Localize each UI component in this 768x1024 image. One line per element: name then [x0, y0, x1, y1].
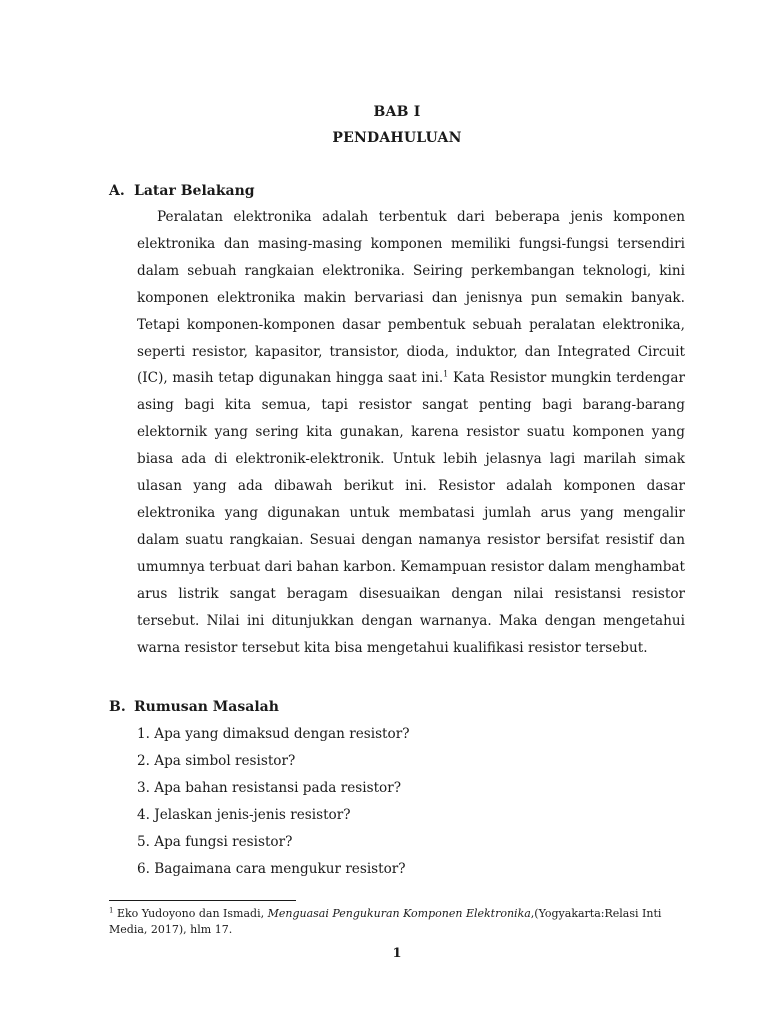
section-a-title: Latar Belakang	[134, 183, 255, 199]
section-b-letter: B.	[109, 699, 126, 715]
chapter-label: BAB I	[373, 104, 421, 120]
problem-list	[137, 721, 410, 883]
background-paragraph	[137, 204, 685, 661]
footnote-divider	[109, 900, 296, 901]
list-item: 2. Apa simbol resistor?	[137, 753, 296, 769]
footnote-author: Eko Yudoyono dan Ismadi,	[113, 907, 268, 920]
section-a-heading	[109, 183, 255, 199]
list-item: 5. Apa fungsi resistor?	[137, 834, 293, 850]
footnote-reference[interactable]: 1	[443, 369, 449, 379]
list-item: 1. Apa yang dimaksud dengan resistor?	[137, 726, 410, 742]
background-paragraph-part2: Kata Resistor mungkin terdengar asing bagi kita semua, tapi resistor sangat penting bagi barang-barang elektornik yang sering kita gunakan, karena resistor suatu komponen yang biasa ada di elektronik-elektronik. Untuk lebih jelasnya lagi marilah simak ulasan yang ada dibawah berikut ini. Resistor adalah komponen dasar elektronika yang digunakan untuk membatasi jumlah arus yang mengalir dalam suatu rangkaian. Sesuai dengan namanya resistor bersifat resistif dan umumnya terbuat dari bahan karbon. Kemampuan resistor dalam menghambat arus listrik sangat beragam disesuaikan dengan nilai resistansi resistor tersebut. Nilai ini ditunjukkan dengan warnanya. Maka dengan mengetahui warna resistor tersebut kita bisa mengetahui kualifikasi resistor tersebut.	[137, 370, 685, 656]
footnote	[109, 906, 669, 938]
section-a-letter: A.	[109, 183, 125, 199]
list-item: 3. Apa bahan resistansi pada resistor?	[137, 780, 401, 796]
list-item: 4. Jelaskan jenis-jenis resistor?	[137, 807, 351, 823]
footnote-number: 1	[109, 906, 114, 915]
chapter-title: PENDAHULUAN	[332, 130, 462, 146]
list-item: 6. Bagaimana cara mengukur resistor?	[137, 861, 406, 877]
page-number: 1	[392, 946, 402, 961]
section-b-title: Rumusan Masalah	[134, 699, 279, 715]
background-paragraph-part1: Peralatan elektronika adalah terbentuk dari beberapa jenis komponen elektronika dan masing-masing komponen memiliki fungsi-fungsi tersendiri dalam sebuah rangkaian elektronika. Seiring perkembangan teknologi, kini komponen elektronika makin bervariasi dan jenisnya pun semakin banyak. Tetapi komponen-komponen dasar pembentuk sebuah peralatan elektronika, seperti resistor, kapasitor, transistor, dioda, induktor, dan Integrated Circuit (IC), masih tetap digunakan hingga saat ini.	[137, 209, 685, 387]
footnote-publisher: ,(Yogyakarta:Relasi Inti Media, 2017), hlm 17.	[109, 907, 662, 936]
section-b-heading	[109, 699, 279, 715]
footnote-book-title: Menguasai Pengukuran Komponen Elektronika	[267, 907, 531, 920]
